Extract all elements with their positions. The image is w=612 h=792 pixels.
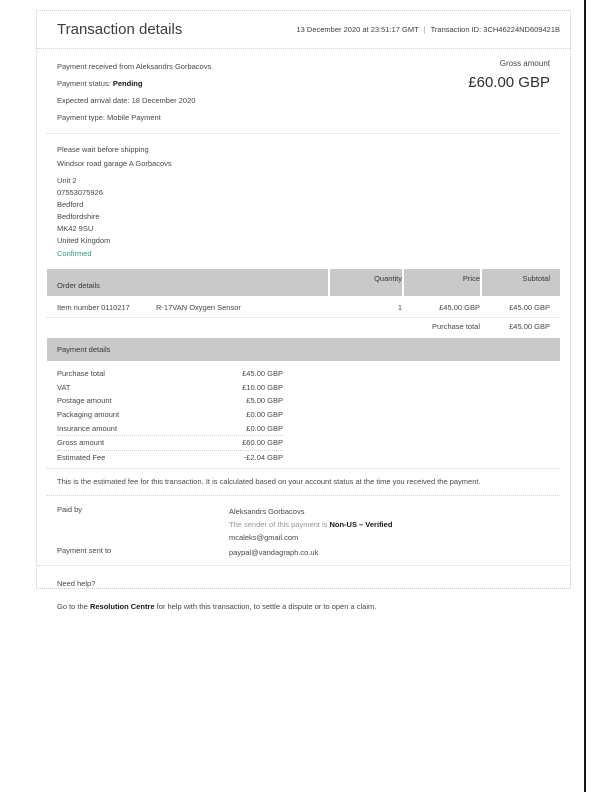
payment-status-label: Payment status: [57,79,113,88]
fee-row [57,436,283,450]
paid-by-row [37,505,570,544]
payment-type: Payment type: Mobile Payment [57,113,161,122]
fee-row [57,408,283,422]
fee-label: VAT [57,382,71,392]
fee-label: Insurance amount [57,423,118,433]
address-line: MK42 9SU [57,224,94,233]
item-subtotal: £45.00 GBP [509,302,550,312]
quantity-header-cell: Quantity [330,269,402,296]
purchase-total-label: Purchase total [432,322,480,331]
price-header-cell: Price [404,269,480,296]
transaction-receipt [36,10,571,612]
help-text-suffix: for help with this transaction, to settle a dispute or to open a claim. [154,602,377,612]
item-details-cell [47,303,328,312]
fee-value: £45.00 GBP [242,369,283,379]
item-price: £45.00 GBP [439,302,480,312]
fee-value: -£2.04 GBP [243,452,283,462]
paid-by-label: Paid by [57,505,83,515]
transaction-datetime: 13 December 2020 at 23:51:17 GMT [296,25,419,34]
payment-status-value: Pending [112,79,143,88]
paid-by-value [229,505,392,544]
order-table-header [47,269,560,296]
item-number: Item number 0110217 [57,302,130,312]
payment-details-header-bar: Payment details [47,338,560,361]
fee-label: Purchase total [57,369,105,379]
parties-section [37,496,570,566]
page-edge-scan-line [584,0,586,792]
gross-amount-value: £60.00 GBP [468,74,550,91]
help-section [37,566,570,612]
payment-sent-to-label: Payment sent to [57,546,112,556]
fee-row [57,421,283,435]
meta-divider: | [423,25,426,34]
page-title: Transaction details [57,21,183,38]
purchase-total-row [47,318,560,335]
transaction-id: Transaction ID: 3CH46224ND609421B [430,25,560,34]
payer-email: mcaleks@gmail.com [229,533,299,543]
order-details-header-cell: Order details [47,269,328,296]
fee-value: £10.00 GBP [242,382,283,392]
shipping-recipient: Windsor road garage A Gorbacovs [57,159,172,168]
gross-amount-block [468,58,550,91]
gross-amount-label: Gross amount [499,59,550,68]
fee-row [57,451,283,465]
order-details-table [47,269,560,335]
table-row [47,297,560,318]
address-line: Unit 2 [57,176,77,185]
fee-value: £60.00 GBP [242,438,283,448]
fee-value: £0.00 GBP [246,423,283,433]
receipt-header [37,11,570,49]
sender-verification-note [229,518,392,531]
address-line: Bedford [57,200,84,209]
payment-details-section [47,361,560,469]
sender-note-prefix: The sender of this payment is [229,520,330,530]
fee-label: Postage amount [57,396,112,406]
address-line: Bedfordshire [57,212,100,221]
payment-sent-to-value: paypal@vandagraph.co.uk [229,548,319,558]
address-line: United Kingdom [57,236,111,245]
payment-summary-section [47,49,560,134]
purchase-total-value: £45.00 GBP [509,322,550,331]
fee-value: £0.00 GBP [246,410,283,420]
help-text-prefix: Go to the [57,602,90,612]
fee-row [57,367,283,381]
fee-label: Estimated Fee [57,452,106,462]
address-line: 07553075926 [57,188,103,197]
payer-name: Aleksandrs Gorbacovs [229,507,305,517]
resolution-centre-link[interactable]: Resolution Centre [89,602,155,612]
fee-disclaimer: This is the estimated fee for this transaction. It is calculated based on your account status at the time you received the payment. [47,469,560,496]
item-description: R-17VAN Oxygen Sensor [156,302,241,312]
expected-arrival-date: Expected arrival date: 18 December 2020 [57,96,196,105]
fee-row [57,381,283,395]
subtotal-header-cell: Subtotal [482,269,560,296]
shipping-note: Please wait before shipping [57,145,149,154]
fee-label: Packaging amount [57,410,120,420]
payment-received-from: Payment received from Aleksandrs Gorbacovs [57,62,212,71]
address-confirmed-badge: Confirmed [57,249,92,258]
shipping-section [47,134,560,266]
fee-label: Gross amount [57,438,105,448]
need-help-title: Need help? [57,579,96,589]
header-meta [297,25,561,34]
fee-row [57,394,283,408]
help-text [57,602,560,612]
payment-sent-to-row [37,546,570,559]
fee-value: £5.00 GBP [246,396,283,406]
sender-verification-status: Non-US – Verified [329,520,393,530]
item-quantity: 1 [397,302,402,312]
